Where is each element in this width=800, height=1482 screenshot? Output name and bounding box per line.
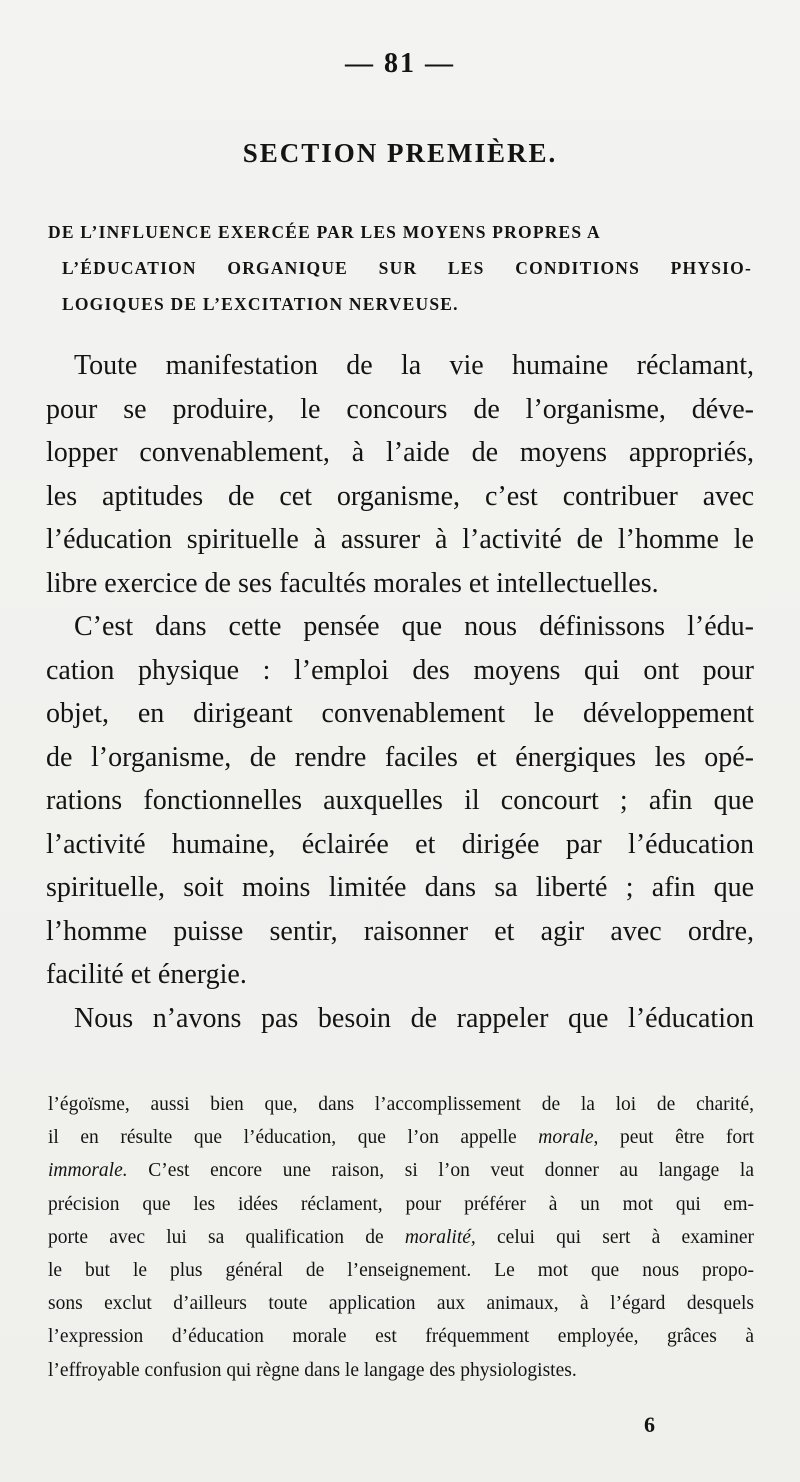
body-line: facilité et énergie. [46,959,247,990]
subtitle-line: L’ÉDUCATION ORGANIQUE SUR LES CONDITIONS PHYSIO- [62,258,752,278]
body-line: l’éducation spirituelle à assurer à l’activité de l’homme le [46,524,754,555]
footnote-text: , peut être fort [593,1127,754,1149]
footnote-text: C’est encore une raison, si l’on veut donner au langage la [127,1160,754,1182]
body-line: l’homme puisse sentir, raisonner et agir avec ordre, [46,915,754,947]
subtitle-line: DE L’INFLUENCE EXERCÉE PAR LES MOYENS PROPRES A [48,222,601,242]
subtitle-line: LOGIQUES DE L’EXCITATION NERVEUSE. [62,294,459,314]
footnote-line: l’expression d’éducation morale est fréquemment employée, grâces à [48,1326,754,1348]
footnote-line [48,1121,754,1154]
body-line: spirituelle, soit moins limitée dans sa liberté ; afin que [46,872,754,903]
section-subtitle [48,214,752,322]
body-line: de l’organisme, de rendre faciles et énergiques les opé- [46,741,754,773]
body-text [46,344,754,1040]
body-line: pour se produire, le concours de l’organisme, déve- [46,393,754,425]
footnote-text: il en résulte que l’éducation, que l’on appelle [48,1127,517,1149]
footnote [48,1088,754,1387]
body-line: l’activité humaine, éclairée et dirigée par l’éducation [46,828,754,860]
body-line: C’est dans cette pensée que nous définissons l’édu- [74,611,754,642]
footnote-text: porte avec lui sa qualification de [48,1226,384,1248]
footnote-line: précision que les idées réclament, pour préférer à un mot qui em- [48,1193,754,1215]
body-line: cation physique : l’emploi des moyens qui ont pour [46,654,754,686]
body-line: rations fonctionnelles auxquelles il concourt ; afin que [46,785,754,816]
section-title: SECTION PREMIÈRE. [242,138,558,168]
footnote-line: l’effroyable confusion qui règne dans le langage des physiologistes. [48,1359,577,1381]
footnote-line [48,1154,754,1187]
footnote-line: sons exclut d’ailleurs toute application aux animaux, à l’égard desquels [48,1293,754,1315]
body-line: objet, en dirigeant convenablement le développement [46,698,754,729]
footnote-italic: immorale. [48,1160,128,1182]
signature-mark: 6 [644,1412,655,1437]
body-line: Nous n’avons pas besoin de rappeler que l’éducation [74,1002,754,1034]
footnote-text: celui qui sert à examiner [475,1226,754,1248]
footnote-line [48,1221,754,1254]
footnote-italic: moralité, [404,1226,476,1248]
body-line: Toute manifestation de la vie humaine réclamant, [74,350,754,381]
body-line: les aptitudes de cet organisme, c’est contribuer avec [46,480,754,512]
footnote-line: le but le plus général de l’enseignement. Le mot que nous propo- [48,1259,754,1281]
page-number: — 81 — [345,48,455,79]
footnote-line: l’égoïsme, aussi bien que, dans l’accomplissement de la loi de charité, [48,1094,754,1115]
footnote-italic: morale [538,1127,594,1149]
body-line: lopper convenablement, à l’aide de moyens appropriés, [46,437,754,468]
body-line: libre exercice de ses facultés morales et intellectuelles. [46,567,659,599]
